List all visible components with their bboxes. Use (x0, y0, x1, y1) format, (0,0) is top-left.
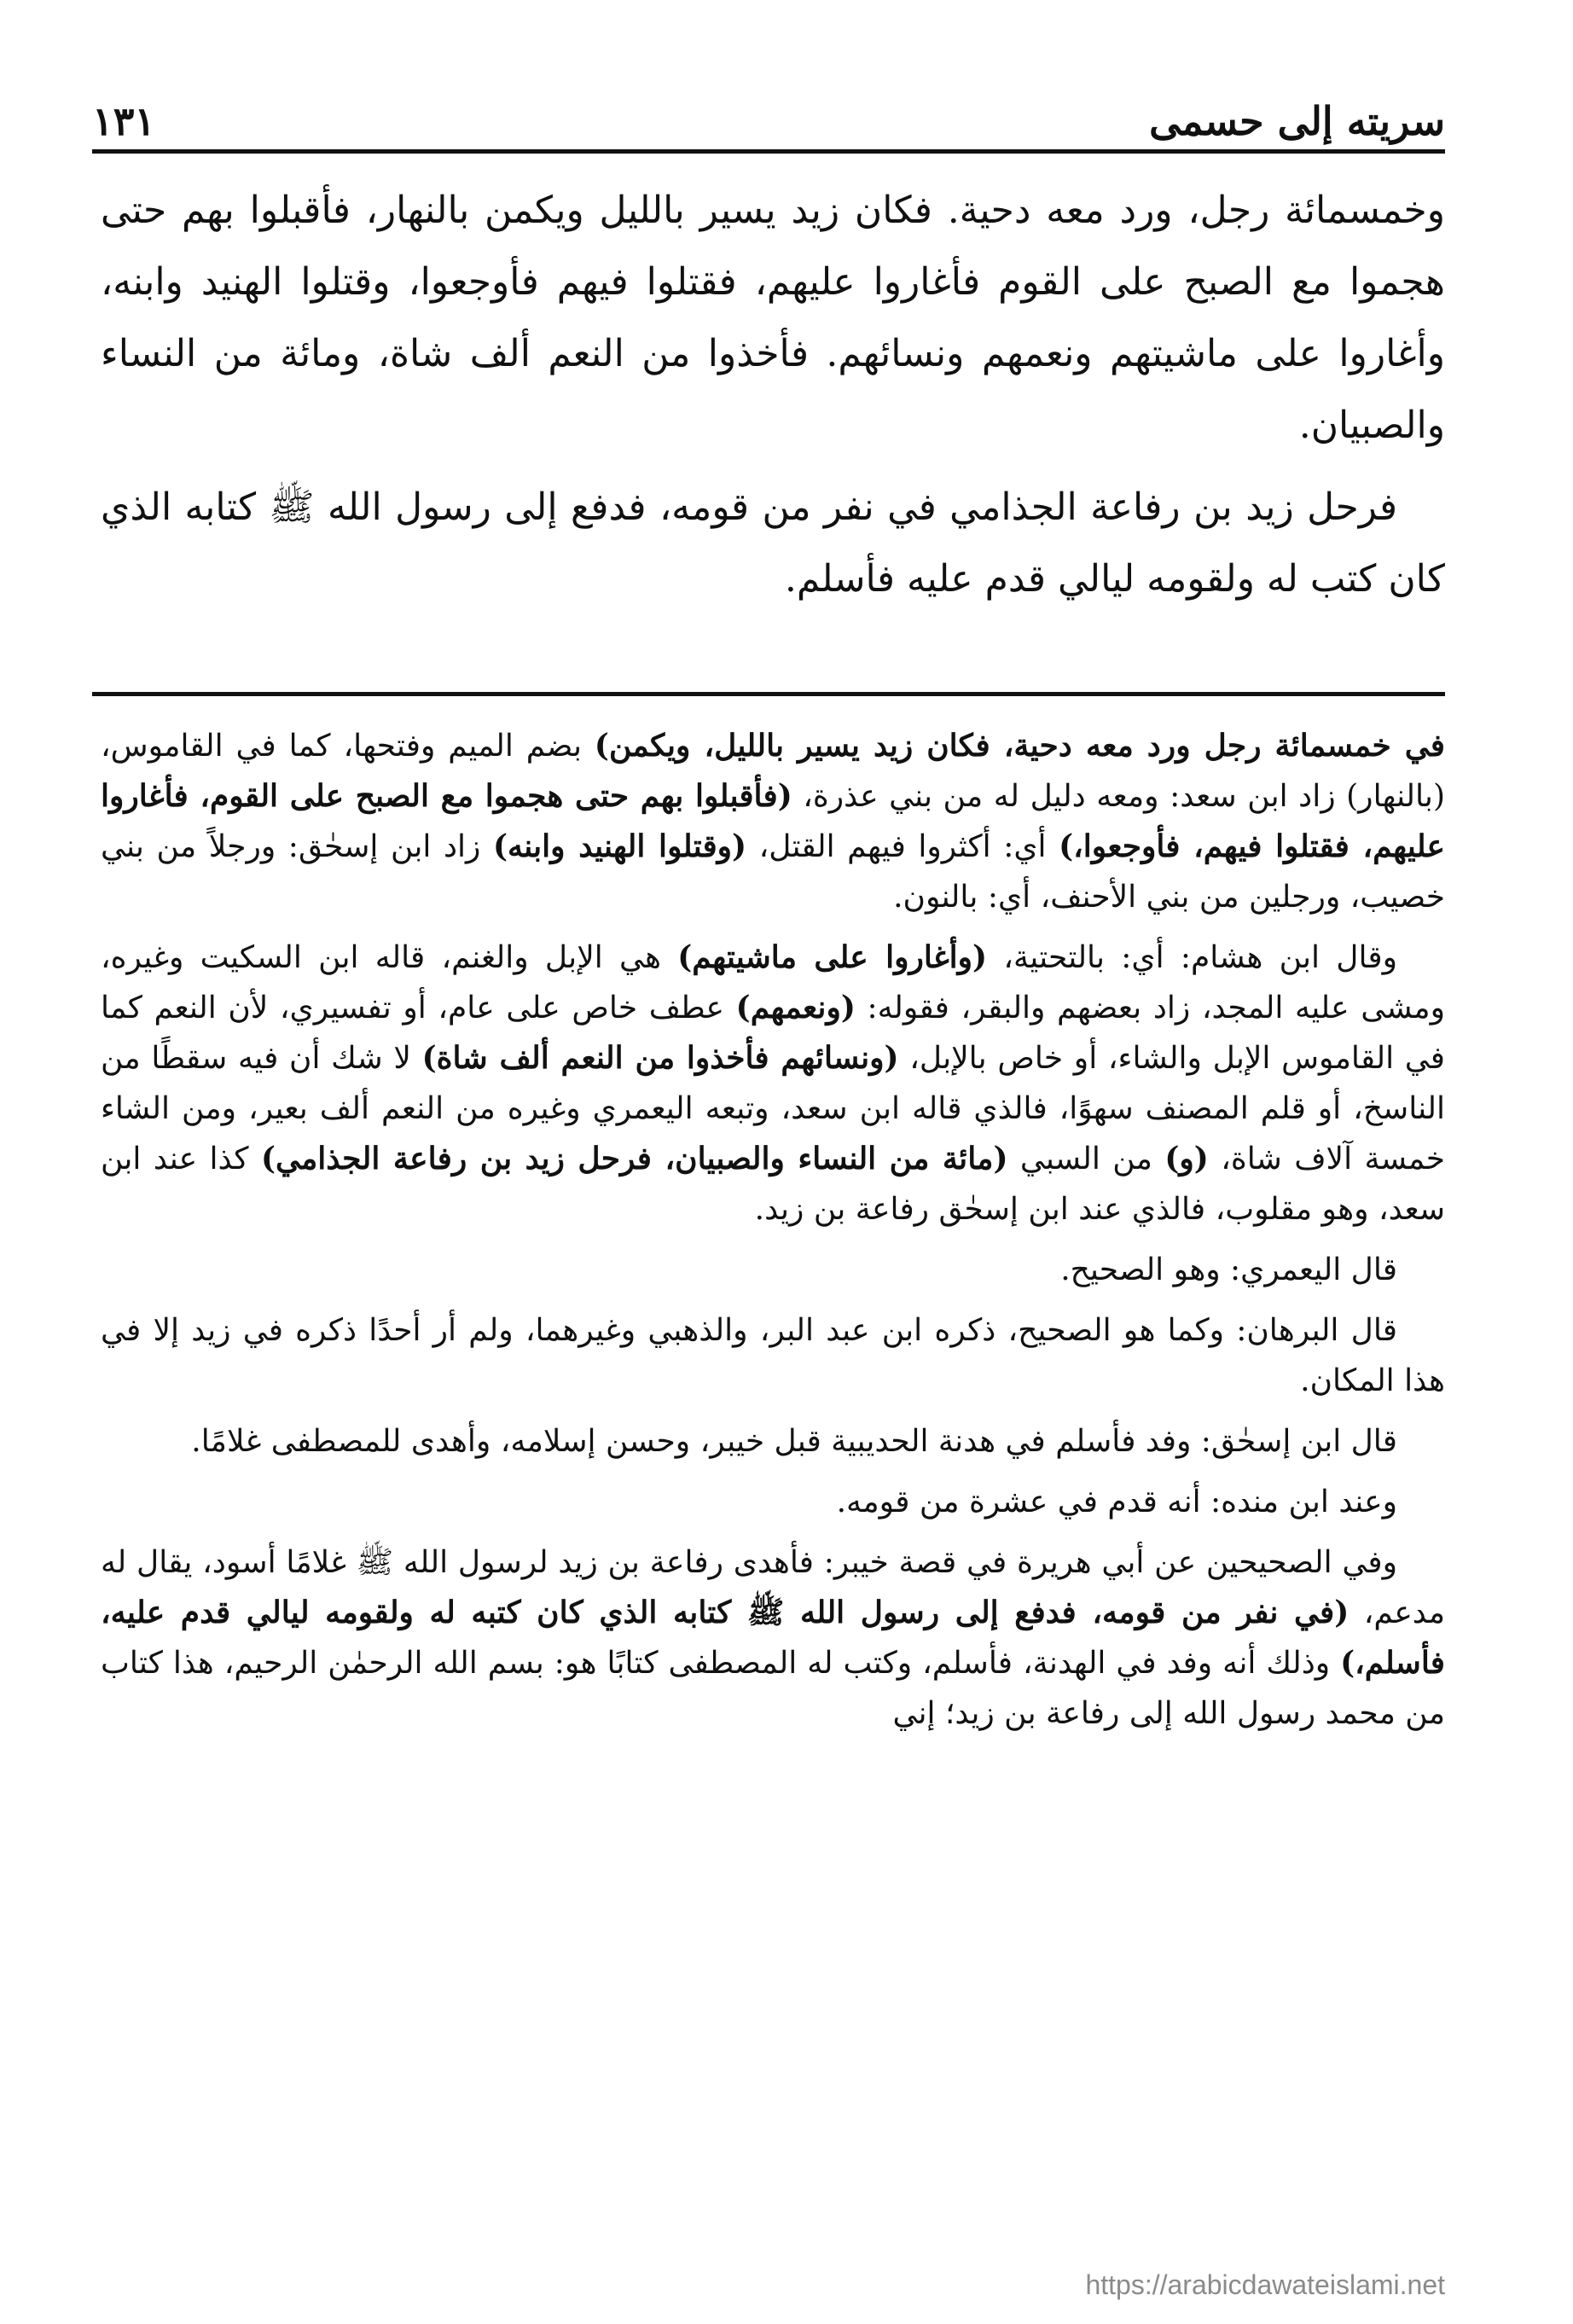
commentary-paragraph-6: وعند ابن منده: أنه قدم في عشرة من قومه. (836, 1484, 1397, 1519)
commentary-paragraph-2 (101, 933, 1445, 1235)
quoted-text: (مائة من النساء والصبيان، فرحل زيد بن رفاعة الجذامي) (260, 1141, 1008, 1177)
commentary-text-run: وفي الصحيحين عن أبي هريرة في قصة خيبر: فأهدى رفاعة بن زيد لرسول الله ﷺ غلامًا أسود، يقال له مدعم، (101, 1545, 1445, 1630)
quoted-text: (ونعمهم) (735, 990, 856, 1025)
commentary-paragraph-7 (101, 1537, 1445, 1739)
commentary-text-run: زاد ابن إسحٰق: ورجلاً من بني خصيب، ورجلين من بني الأحنف، أي: بالنون. (101, 829, 1445, 915)
quoted-text: (في نفر من قومه، فدفع إلى رسول الله ﷺ كتابه الذي كان كتبه له ولقومه ليالي قدم عليه، فأسلم،) (101, 1595, 1445, 1681)
running-title: سريته إلى حسمى (1149, 98, 1445, 144)
commentary-text-run: بضم الميم وفتحها، كما في القاموس، (بالنهار) زاد ابن سعد: ومعه دليل له من بني عذرة، (101, 729, 1445, 814)
main-paragraph-2: فرحل زيد بن رفاعة الجذامي في نفر من قومه، فدفع إلى رسول الله ﷺ كتابه الذي كان كتب له ولقومه ليالي قدم عليه فأسلم. (101, 485, 1445, 601)
commentary-text-run: وذلك أنه وفد في الهدنة، فأسلم، وكتب له المصطفى كتابًا هو: بسم الله الرحمٰن الرحيم، هذا كتاب من محمد رسول الله إلى رفاعة بن زيد؛ إني (101, 1646, 1445, 1731)
source-watermark: https://arabicdawateislami.net (1085, 2269, 1445, 2300)
page-number: ١٣١ (92, 98, 156, 144)
commentary-text (101, 721, 1445, 1749)
quoted-text: في خمسمائة رجل ورد معه دحية، فكان زيد يسير بالليل، ويكمن) (594, 728, 1445, 764)
commentary-paragraph-4: قال البرهان: وكما هو الصحيح، ذكره ابن عبد البر، والذهبي وغيرهما، ولم أر أحدًا ذكره في زيد إلا في هذا المكان. (101, 1313, 1445, 1398)
commentary-text-run: من السبي (1007, 1142, 1165, 1177)
commentary-text-run: عطف خاص على عام، أو تفسيري، لأن النعم كما في القاموس الإبل والشاء، أو خاص بالإبل، (101, 991, 1446, 1076)
main-text (101, 175, 1445, 625)
quoted-text: (فأقبلوا بهم حتى هجموا مع الصبح على القوم، فأغاروا عليهم، فقتلوا فيهم، فأوجعوا،) (101, 778, 1445, 864)
commentary-text-run: أي: أكثروا فيهم القتل، (746, 829, 1059, 864)
main-paragraph-1: وخمسمائة رجل، ورد معه دحية. فكان زيد يسير بالليل ويكمن بالنهار، فأقبلوا بهم حتى هجموا مع الصبح على القوم فأغاروا عليهم، فقتلوا فيهم فأوجعوا، وقتلوا الهنيد وابنه، وأغاروا على ماشيتهم ونعمهم ونسائهم. فأخذوا من النعم ألف شاة، ومائة من النساء والصبيان. (101, 189, 1445, 447)
quoted-text: (وقتلوا الهنيد وابنه) (492, 828, 747, 864)
quoted-text: (وأغاروا على ماشيتهم) (677, 939, 988, 975)
commentary-text-run: هي الإبل والغنم، قاله ابن السكيت وغيره، ومشى عليه المجد، زاد بعضهم والبقر، فقوله: (101, 940, 1445, 1025)
quoted-text: (و) (1164, 1141, 1209, 1177)
commentary-text-run: لا شك أن فيه سقطًا من الناسخ، أو قلم المصنف سهوًا، فالذي قاله ابن سعد، وتبعه اليعمري وغيره من النعم ألف بعير، ومن الشاء خمسة آلاف شاة، (101, 1041, 1445, 1177)
page-header (92, 77, 1445, 154)
commentary-paragraph-3: قال اليعمري: وهو الصحيح. (1060, 1252, 1397, 1287)
commentary-text-run: وقال ابن هشام: أي: بالتحتية، (987, 940, 1398, 975)
commentary-text-run: كذا عند ابن سعد، وهو مقلوب، فالذي عند ابن إسحٰق رفاعة بن زيد. (101, 1142, 1445, 1227)
quoted-text: (ونسائهم فأخذوا من النعم ألف شاة) (421, 1040, 899, 1076)
section-divider (92, 692, 1445, 696)
commentary-paragraph-5: قال ابن إسحٰق: وفد فأسلم في هدنة الحديبية قبل خيبر، وحسن إسلامه، وأهدى للمصطفى غلامًا. (191, 1424, 1397, 1459)
commentary-paragraph-1 (101, 721, 1445, 922)
